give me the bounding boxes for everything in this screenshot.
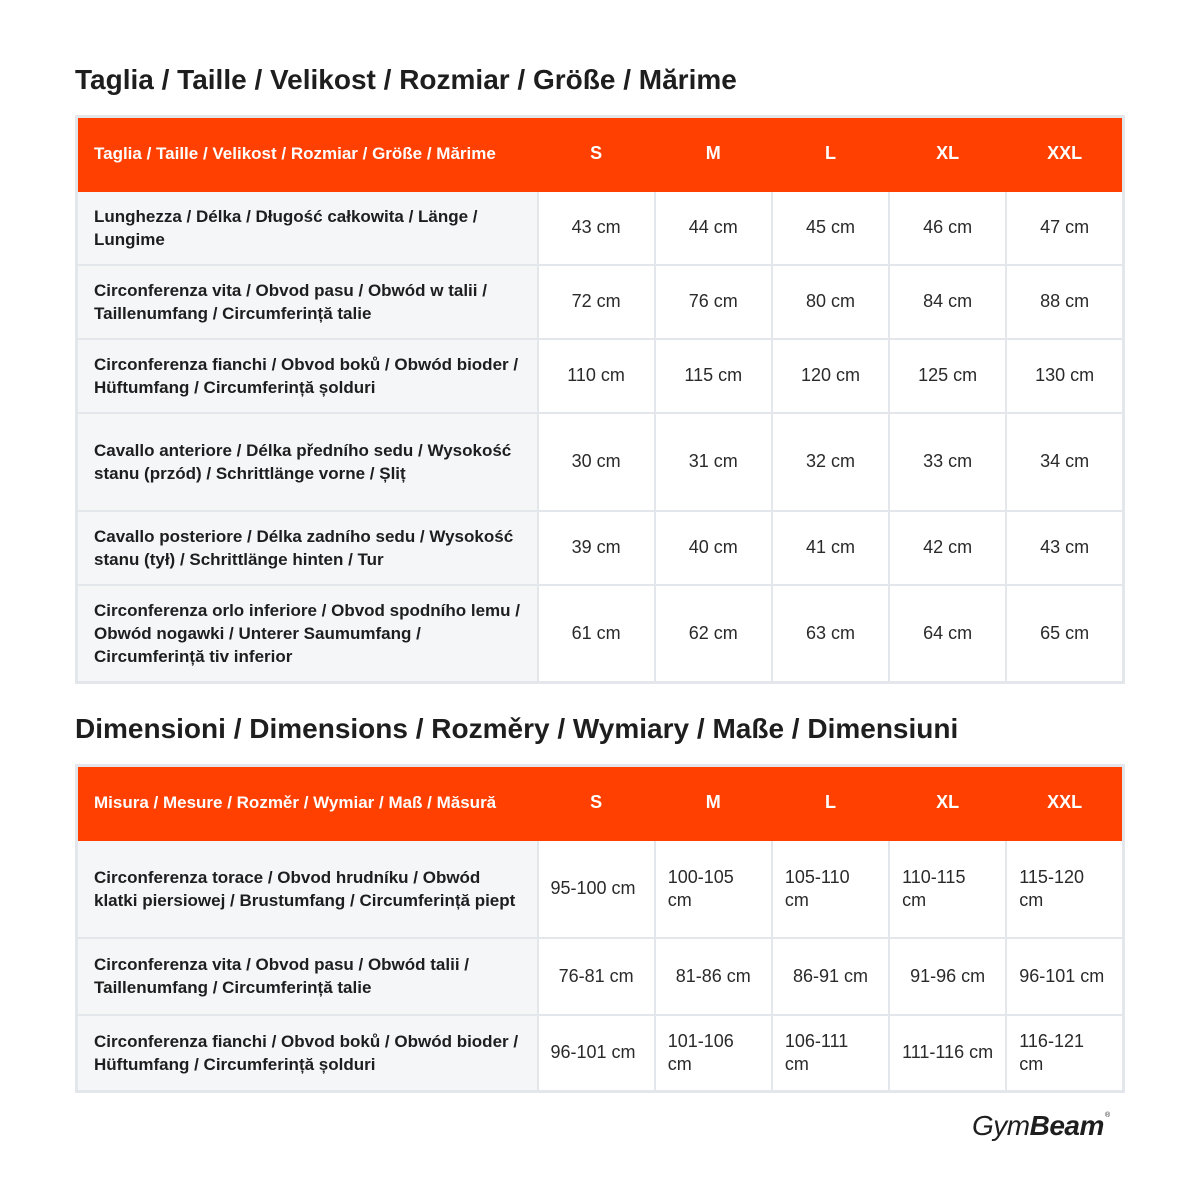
header-size-xl: XL <box>889 117 1006 191</box>
dimensions-table <box>75 764 1125 1093</box>
value-cell: 30 cm <box>538 413 655 511</box>
value-cell: 81-86 cm <box>655 938 772 1015</box>
value-cell: 110-115 cm <box>889 840 1006 938</box>
table-row <box>77 413 1124 511</box>
value-cell: 61 cm <box>538 585 655 683</box>
header-size-l: L <box>772 766 889 840</box>
table-row <box>77 339 1124 413</box>
value-cell: 96-101 cm <box>538 1015 655 1092</box>
size-table <box>75 115 1125 684</box>
value-cell: 31 cm <box>655 413 772 511</box>
table-row <box>77 840 1124 938</box>
value-cell: 43 cm <box>1006 511 1123 585</box>
dimensions-section-title: Dimensioni / Dimensions / Rozměry / Wymiary / Maße / Dimensiuni <box>75 713 959 744</box>
row-label: Circonferenza orlo inferiore / Obvod spodního lemu / Obwód nogawki / Unterer Saumumfang / Circumferință tiv inferior <box>77 585 538 683</box>
value-cell: 116-121 cm <box>1006 1015 1123 1092</box>
header-size-m: M <box>655 117 772 191</box>
gymbeam-logo <box>972 1110 1110 1142</box>
value-cell: 39 cm <box>538 511 655 585</box>
value-cell: 32 cm <box>772 413 889 511</box>
value-cell: 88 cm <box>1006 265 1123 339</box>
table-row <box>77 265 1124 339</box>
size-section-title: Taglia / Taille / Velikost / Rozmiar / Größe / Mărime <box>75 64 737 95</box>
header-size-s: S <box>538 117 655 191</box>
row-label: Cavallo posteriore / Délka zadního sedu / Wysokość stanu (tył) / Schrittlänge hinten / Tur <box>77 511 538 585</box>
value-cell: 46 cm <box>889 191 1006 265</box>
header-size-l: L <box>772 117 889 191</box>
table-header-row <box>77 117 1124 191</box>
row-label: Circonferenza torace / Obvod hrudníku / Obwód klatki piersiowej / Brustumfang / Circumferință piept <box>77 840 538 938</box>
value-cell: 100-105 cm <box>655 840 772 938</box>
value-cell: 76-81 cm <box>538 938 655 1015</box>
logo-text-beam: Beam <box>1029 1110 1104 1141</box>
value-cell: 86-91 cm <box>772 938 889 1015</box>
header-size-m: M <box>655 766 772 840</box>
table-row <box>77 938 1124 1015</box>
header-size-xxl: XXL <box>1006 766 1123 840</box>
value-cell: 76 cm <box>655 265 772 339</box>
row-label: Lunghezza / Délka / Długość całkowita / Länge / Lungime <box>77 191 538 265</box>
header-label-cell: Taglia / Taille / Velikost / Rozmiar / Größe / Mărime <box>77 117 538 191</box>
table-header-row <box>77 766 1124 840</box>
value-cell: 63 cm <box>772 585 889 683</box>
table-row <box>77 585 1124 683</box>
value-cell: 47 cm <box>1006 191 1123 265</box>
value-cell: 110 cm <box>538 339 655 413</box>
value-cell: 41 cm <box>772 511 889 585</box>
table-row <box>77 1015 1124 1092</box>
table-row <box>77 191 1124 265</box>
value-cell: 65 cm <box>1006 585 1123 683</box>
value-cell: 96-101 cm <box>1006 938 1123 1015</box>
value-cell: 72 cm <box>538 265 655 339</box>
value-cell: 62 cm <box>655 585 772 683</box>
value-cell: 45 cm <box>772 191 889 265</box>
table-row <box>77 511 1124 585</box>
value-cell: 105-110 cm <box>772 840 889 938</box>
value-cell: 130 cm <box>1006 339 1123 413</box>
value-cell: 101-106 cm <box>655 1015 772 1092</box>
value-cell: 111-116 cm <box>889 1015 1006 1092</box>
value-cell: 120 cm <box>772 339 889 413</box>
logo-text-gym: Gym <box>972 1110 1030 1141</box>
value-cell: 44 cm <box>655 191 772 265</box>
value-cell: 64 cm <box>889 585 1006 683</box>
value-cell: 34 cm <box>1006 413 1123 511</box>
header-size-xl: XL <box>889 766 1006 840</box>
row-label: Circonferenza vita / Obvod pasu / Obwód talii / Taillenumfang / Circumferință talie <box>77 938 538 1015</box>
header-size-xxl: XXL <box>1006 117 1123 191</box>
row-label: Circonferenza fianchi / Obvod boků / Obwód bioder / Hüftumfang / Circumferință șolduri <box>77 1015 538 1092</box>
value-cell: 40 cm <box>655 511 772 585</box>
value-cell: 125 cm <box>889 339 1006 413</box>
value-cell: 115 cm <box>655 339 772 413</box>
header-size-s: S <box>538 766 655 840</box>
registered-mark: ® <box>1104 1112 1110 1119</box>
value-cell: 95-100 cm <box>538 840 655 938</box>
value-cell: 84 cm <box>889 265 1006 339</box>
value-cell: 43 cm <box>538 191 655 265</box>
row-label: Circonferenza fianchi / Obvod boků / Obwód bioder / Hüftumfang / Circumferință șolduri <box>77 339 538 413</box>
value-cell: 42 cm <box>889 511 1006 585</box>
value-cell: 33 cm <box>889 413 1006 511</box>
row-label: Cavallo anteriore / Délka předního sedu / Wysokość stanu (przód) / Schrittlänge vorne / Șliț <box>77 413 538 511</box>
value-cell: 91-96 cm <box>889 938 1006 1015</box>
row-label: Circonferenza vita / Obvod pasu / Obwód w talii / Taillenumfang / Circumferință talie <box>77 265 538 339</box>
value-cell: 106-111 cm <box>772 1015 889 1092</box>
value-cell: 115-120 cm <box>1006 840 1123 938</box>
header-label-cell: Misura / Mesure / Rozměr / Wymiar / Maß / Măsură <box>77 766 538 840</box>
value-cell: 80 cm <box>772 265 889 339</box>
